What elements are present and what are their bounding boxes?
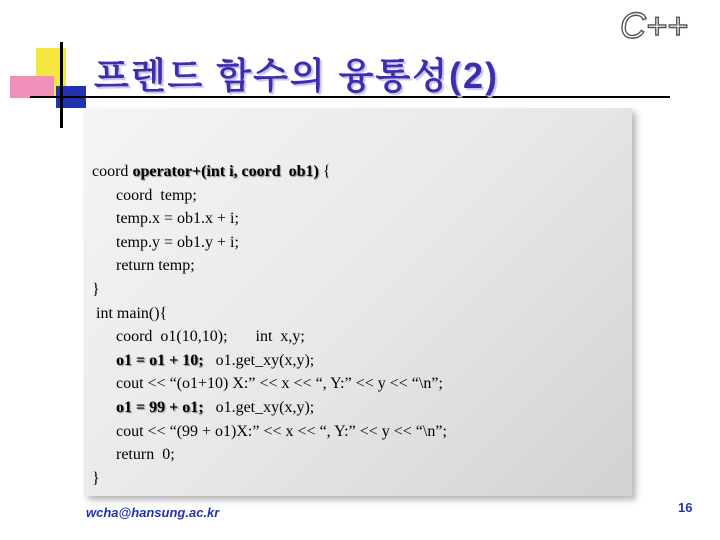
code-text: } <box>92 280 100 298</box>
cpp-logo <box>604 6 704 46</box>
code-text: { <box>318 163 331 180</box>
code-text: temp.y = ob1.y + i; <box>92 233 239 251</box>
code-text: coord o1(10,10); int x,y; <box>92 328 305 346</box>
footer-email: wcha@hansung.ac.kr <box>86 505 220 520</box>
code-line <box>92 278 447 302</box>
code-line <box>92 160 447 184</box>
code-line <box>92 254 447 278</box>
code-text: o1.get_xy(x,y); <box>203 398 315 416</box>
code-highlight: operator+(int i, coord ob1) <box>132 163 319 180</box>
code-text: o1.get_xy(x,y); <box>203 351 315 369</box>
code-line <box>92 420 447 444</box>
code-highlight: o1 = 99 + o1; <box>116 398 204 416</box>
code-line <box>92 443 447 467</box>
code-text: temp.x = ob1.x + i; <box>92 210 239 228</box>
decor-pink-block <box>10 76 54 98</box>
code-text: } <box>92 469 100 487</box>
slide-title: 프렌드 함수의 융통성(2) <box>94 55 499 96</box>
code-text: coord <box>92 163 133 180</box>
page-number: 16 <box>678 500 693 515</box>
code-text: cout << “(99 + o1)X:” << x << “, Y:” << y << “\n”; <box>92 422 447 440</box>
code-text: return temp; <box>92 257 195 275</box>
code-line <box>92 396 447 420</box>
code-text <box>92 352 116 369</box>
code-text <box>92 399 116 416</box>
code-text: int main(){ <box>92 304 168 322</box>
code-block <box>92 160 447 490</box>
code-line <box>92 325 447 349</box>
decor-vertical-line <box>60 42 63 128</box>
code-line <box>92 184 447 208</box>
code-line <box>92 467 447 491</box>
code-line <box>92 349 447 373</box>
code-line <box>92 231 447 255</box>
code-text: cout << “(o1+10) X:” << x << “, Y:” << y << “\n”; <box>92 375 443 393</box>
code-text: coord temp; <box>92 186 197 204</box>
code-line <box>92 372 447 396</box>
code-line <box>92 302 447 326</box>
svg-text:C++: C++ <box>619 6 689 46</box>
code-text: return 0; <box>92 446 175 464</box>
code-line <box>92 207 447 231</box>
code-highlight: o1 = o1 + 10; <box>116 351 204 369</box>
